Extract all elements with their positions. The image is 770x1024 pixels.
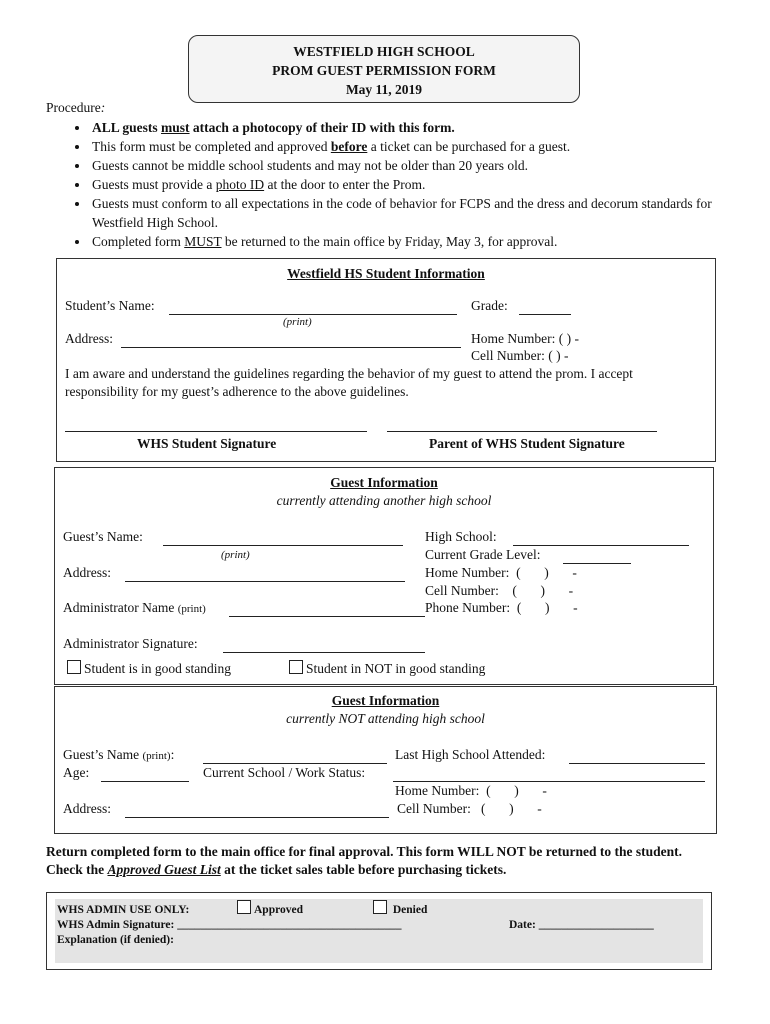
home-number-field[interactable]: ( ) - bbox=[558, 331, 579, 346]
guest-cell-number[interactable]: Cell Number: ( ) - bbox=[397, 801, 542, 816]
guest-section-title: Guest Information bbox=[331, 693, 440, 708]
admin-use-label: WHS ADMIN USE ONLY: bbox=[57, 904, 190, 916]
not-good-standing-option[interactable]: Student in NOT in good standing bbox=[289, 660, 485, 677]
guest-address-label: Address: bbox=[63, 565, 111, 580]
student-address-label: Address: bbox=[65, 331, 113, 346]
guest-section-subtitle: currently NOT attending high school bbox=[286, 711, 485, 726]
denied-option[interactable]: Denied bbox=[373, 900, 427, 916]
checkbox-icon[interactable] bbox=[373, 900, 387, 914]
parent-signature-field[interactable] bbox=[387, 431, 657, 432]
admin-date-label: Date: ____________________ bbox=[509, 919, 654, 931]
grade-field[interactable] bbox=[519, 314, 571, 315]
high-school-label: High School: bbox=[425, 529, 497, 544]
explanation-label: Explanation (if denied): bbox=[57, 934, 174, 946]
approved-guest-list: Approved Guest List bbox=[107, 862, 221, 877]
age-label: Age: bbox=[63, 765, 90, 780]
form-header bbox=[188, 35, 580, 103]
current-status-field[interactable] bbox=[393, 781, 705, 782]
acknowledgement-text: I am aware and understand the guidelines regarding the behavior of my guest to attend the prom. I accept responsibility for my guest’s adherence to the above guidelines. bbox=[65, 366, 633, 399]
guest-home-number[interactable]: Home Number: ( ) - bbox=[425, 565, 577, 580]
guest-section-title: Guest Information bbox=[330, 475, 438, 490]
checkbox-icon[interactable] bbox=[289, 660, 303, 674]
procedure-item: • Guests must provide a photo ID at the door to enter the Prom. bbox=[90, 175, 750, 194]
procedure-item: • Guests must conform to all expectations in the code of behavior for FCPS and the dress and decorum standards for Westfield High School. bbox=[90, 194, 750, 232]
guest-name-field[interactable] bbox=[163, 545, 403, 546]
student-address-field[interactable] bbox=[121, 347, 461, 348]
administrator-name-label: Administrator Name (print) bbox=[63, 600, 206, 615]
admin-date-field[interactable]: ____________________ bbox=[538, 919, 654, 931]
guest-name-field[interactable] bbox=[203, 763, 387, 764]
administrator-signature-label: Administrator Signature: bbox=[63, 636, 198, 651]
high-school-field[interactable] bbox=[513, 545, 689, 546]
print-hint: (print) bbox=[221, 549, 250, 561]
last-school-field[interactable] bbox=[569, 763, 705, 764]
procedure-item: • This form must be completed and approved before a ticket can be purchased for a guest. bbox=[90, 137, 750, 156]
admin-signature-label: WHS Admin Signature: _______________________________________ bbox=[57, 919, 402, 931]
administrator-signature-field[interactable] bbox=[223, 652, 425, 653]
administrator-name-field[interactable] bbox=[229, 616, 425, 617]
current-status-label: Current School / Work Status: bbox=[203, 765, 366, 780]
print-hint: (print) bbox=[283, 316, 312, 328]
student-signature-field[interactable] bbox=[65, 431, 367, 432]
form-date: May 11, 2019 bbox=[345, 82, 423, 97]
checkbox-icon[interactable] bbox=[237, 900, 251, 914]
guest-address-field[interactable] bbox=[125, 581, 405, 582]
procedure-item: • Completed form MUST be returned to the main office by Friday, May 3, for approval. bbox=[90, 232, 750, 251]
last-school-label: Last High School Attended: bbox=[395, 747, 546, 762]
cell-number-field[interactable]: ( ) - bbox=[548, 348, 569, 363]
approved-option[interactable]: Approved bbox=[237, 900, 303, 916]
home-number-label: Home Number: ( ) - bbox=[471, 331, 579, 346]
grade-label: Grade: bbox=[471, 298, 508, 313]
guest-address-label: Address: bbox=[63, 801, 111, 816]
grade-level-label: Current Grade Level: bbox=[425, 547, 541, 562]
student-section-title: Westfield HS Student Information bbox=[287, 266, 485, 281]
student-name-label: Student’s Name: bbox=[65, 298, 155, 313]
procedure-item: • ALL guests must attach a photocopy of their ID with this form. bbox=[90, 118, 750, 137]
cell-number-label: Cell Number: ( ) - bbox=[471, 348, 569, 363]
form-title: PROM GUEST PERMISSION FORM bbox=[272, 63, 496, 78]
guest-name-label: Guest’s Name: bbox=[63, 529, 143, 544]
parent-signature-label: Parent of WHS Student Signature bbox=[429, 436, 625, 451]
guest-not-attending-section bbox=[54, 686, 717, 834]
admin-use-section bbox=[46, 892, 712, 970]
student-info-section bbox=[56, 258, 716, 462]
student-name-field[interactable] bbox=[169, 314, 457, 315]
good-standing-option[interactable]: Student is in good standing bbox=[67, 660, 231, 677]
guest-home-number[interactable]: Home Number: ( ) - bbox=[395, 783, 547, 798]
admin-signature-field[interactable]: _______________________________________ bbox=[177, 919, 402, 931]
procedure-label: Procedure: bbox=[46, 100, 106, 115]
student-signature-label: WHS Student Signature bbox=[137, 436, 277, 451]
procedure-list bbox=[48, 118, 750, 251]
school-name: WESTFIELD HIGH SCHOOL bbox=[293, 44, 475, 59]
guest-address-field[interactable] bbox=[125, 817, 389, 818]
guest-cell-number[interactable]: Cell Number: ( ) - bbox=[425, 583, 574, 598]
procedure-item: • Guests cannot be middle school students and may not be older than 20 years old. bbox=[90, 156, 750, 175]
guest-section-subtitle: currently attending another high school bbox=[276, 493, 492, 508]
return-notice: Return completed form to the main office for final approval. This form WILL NOT be returned to the student. Check the Approved Guest List at the ticket sales table before purchasing tickets. bbox=[46, 844, 682, 877]
grade-level-field[interactable] bbox=[563, 563, 631, 564]
checkbox-icon[interactable] bbox=[67, 660, 81, 674]
guest-phone-number[interactable]: Phone Number: ( ) - bbox=[425, 600, 578, 615]
guest-attending-section bbox=[54, 467, 714, 685]
age-field[interactable] bbox=[101, 781, 189, 782]
guest-name-label: Guest’s Name (print): bbox=[63, 747, 175, 762]
